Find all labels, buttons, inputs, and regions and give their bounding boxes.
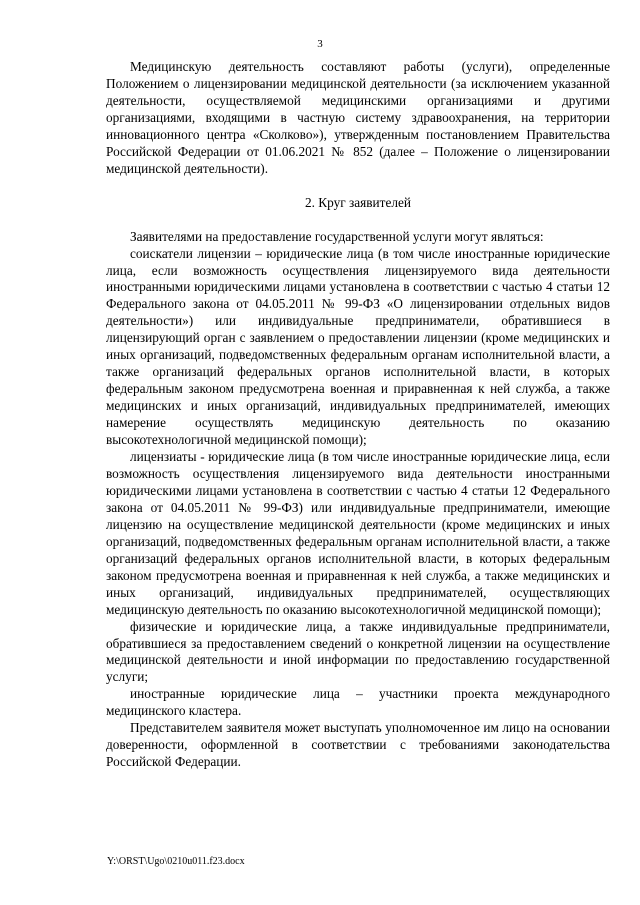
footer-file-path: Y:\ORST\Ugo\0210u011.f23.docx — [107, 856, 245, 867]
paragraph-foreign-entities: иностранные юридические лица – участники проекта международного медицинского кластера. — [106, 686, 610, 719]
paragraph-licensees: лицензиаты - юридические лица (в том числе иностранные юридические лица, если возможность осуществления лицензируемого вида деятельности иностранными юридическими лицами установлена в соответствии с частью 4 статьи 12 Федерального закона от 04.05.2011 № 99-ФЗ) или индивидуальные предприниматели, имеющие лицензию на осуществление медицинской деятельности (кроме медицинских и иных организаций, подведомственных федеральным органам исполнительной власти, а также организаций федеральных органов исполнительной власти, в которых федеральным законом предусмотрена военная и приравненная к ней служба, а также медицинских и иных организаций, индивидуальных предпринимателей, осуществляющих медицинскую деятельность по оказанию высокотехнологичной медицинской помощи); — [106, 449, 610, 617]
paragraph-license-applicants: соискатели лицензии – юридические лица (в том числе иностранные юридические лица, если возможность осуществления лицензируемого вида деятельности иностранными юридическими лицами установлена в соответствии с частью 4 статьи 12 Федерального закона от 04.05.2011 № 99-ФЗ «О лицензировании отдельных видов деятельности») или индивидуальные предприниматели, обратившиеся в лицензирующий орган с заявлением о предоставлении лицензии (кроме медицинских и иных организаций, подведомственных федеральным органам исполнительной власти, а также организаций федеральных органов исполнительной власти, в которых федеральным законом предусмотрена военная и приравненная к ней служба, а также медицинских и иных организаций, индивидуальных предпринимателей, имеющих намерение осуществлять медицинскую деятельность по оказанию высокотехнологичной медицинской помощи); — [106, 245, 610, 448]
document-body — [106, 59, 610, 771]
paragraph-applicants-intro: Заявителями на предоставление государственной услуги могут являться: — [130, 228, 544, 244]
paragraph-information-requesters: физические и юридические лица, а также индивидуальные предприниматели, обратившиеся за предоставлением сведений о конкретной лицензии на осуществление медицинской деятельности и иной информации по предоставлению государственной услуги; — [106, 618, 610, 685]
section-heading: 2. Круг заявителей — [304, 194, 412, 210]
page-number: 3 — [317, 38, 323, 50]
paragraph-representative: Представителем заявителя может выступать уполномоченное им лицо на основании доверенности, оформленной в соответствии с требованиями законодательства Российской Федерации. — [106, 720, 610, 770]
paragraph-medical-activity: Медицинскую деятельность составляют работы (услуги), определенные Положением о лицензировании медицинской деятельности (за исключением указанной деятельности, осуществляемой медицинскими организациями и другими организациями, входящими в частную систему здравоохранения, на территории инновационного центра «Сколково»), утвержденным постановлением Правительства Российской Федерации от 01.06.2021 № 852 (далее – Положение о лицензировании медицинской деятельности). — [106, 59, 610, 176]
